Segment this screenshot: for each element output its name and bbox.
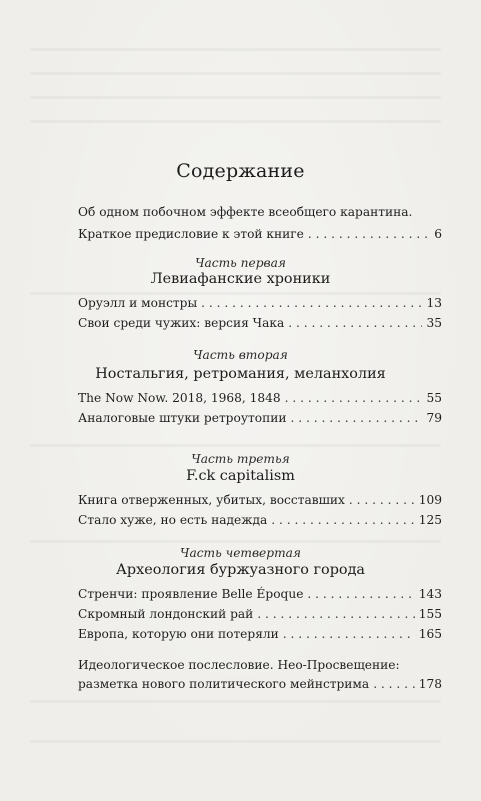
toc-entry-page: 165 [418,627,442,641]
dot-leader [288,315,422,331]
toc-entry[interactable] [78,315,442,331]
toc-entry-page: 143 [418,587,442,601]
toc-entry-label: Стало хуже, но есть надежда [78,513,268,527]
toc-entry-afterword[interactable] [78,676,442,692]
toc-entry[interactable] [78,586,442,602]
toc-entry-label: Скромный лондонский рай [78,607,254,621]
dot-leader [271,512,415,528]
toc-entry-intro[interactable] [78,226,442,242]
bleed-through-line [30,72,441,75]
toc-entry-page: 178 [418,677,442,691]
bleed-through-line [30,96,441,99]
bleed-through-line [30,540,441,543]
dot-leader [257,606,414,622]
toc-entry-label: Европа, которую они потеряли [78,627,279,641]
toc-entry-page: 35 [426,316,442,330]
toc-entry-label: Оруэлл и монстры [78,296,198,310]
page-title: Содержание [176,160,305,182]
part-1-label: Часть первая [195,256,286,270]
toc-entry-label: Краткое предисловие к этой книге [78,227,304,241]
toc-entry-page: 155 [418,607,442,621]
part-4-label: Часть четвертая [180,546,301,560]
part-2-title: Ностальгия, ретромания, меланхолия [95,366,386,382]
toc-entry-label: The Now Now. 2018, 1968, 1848 [78,391,281,405]
toc-entry[interactable] [78,390,442,406]
part-2-label: Часть вторая [193,348,288,362]
toc-entry-label: Свои среди чужих: версия Чака [78,316,285,330]
toc-entry-page: 6 [434,227,442,241]
part-1-title: Левиафанские хроники [150,271,331,287]
bleed-through-line [30,120,441,123]
toc-entry-label: Стренчи: проявление Belle Époque [78,587,304,601]
dot-leader [285,390,423,406]
bleed-through-line [30,740,441,743]
dot-leader [308,226,430,242]
bleed-through-line [30,444,441,447]
intro-line-1: Об одном побочном эффекте всеобщего карантина. [78,205,413,219]
bleed-through-line [30,48,441,51]
dot-leader [349,492,415,508]
toc-entry-page: 109 [418,493,442,507]
afterword-line-1: Идеологическое послесловие. Нео-Просвещение: [78,658,400,672]
toc-entry[interactable] [78,626,442,642]
toc-entry-label: разметка нового политического мейнстрима [78,677,370,691]
toc-entry-label: Книга отверженных, убитых, восставших [78,493,345,507]
toc-entry[interactable] [78,512,442,528]
toc-entry-page: 13 [426,296,442,310]
part-3-label: Часть третья [191,452,290,466]
toc-entry[interactable] [78,295,442,311]
toc-entry-page: 55 [426,391,442,405]
dot-leader [307,586,414,602]
toc-entry-page: 79 [426,411,442,425]
toc-entry-label: Аналоговые штуки ретроутопии [78,411,287,425]
toc-entry[interactable] [78,410,442,426]
bleed-through-line [30,700,441,703]
toc-entry-page: 125 [418,513,442,527]
dot-leader [373,676,415,692]
dot-leader [283,626,415,642]
dot-leader [290,410,422,426]
part-4-title: Археология буржуазного города [115,562,366,578]
toc-entry[interactable] [78,606,442,622]
dot-leader [201,295,422,311]
toc-entry[interactable] [78,492,442,508]
part-3-title: F.ck capitalism [186,468,295,484]
